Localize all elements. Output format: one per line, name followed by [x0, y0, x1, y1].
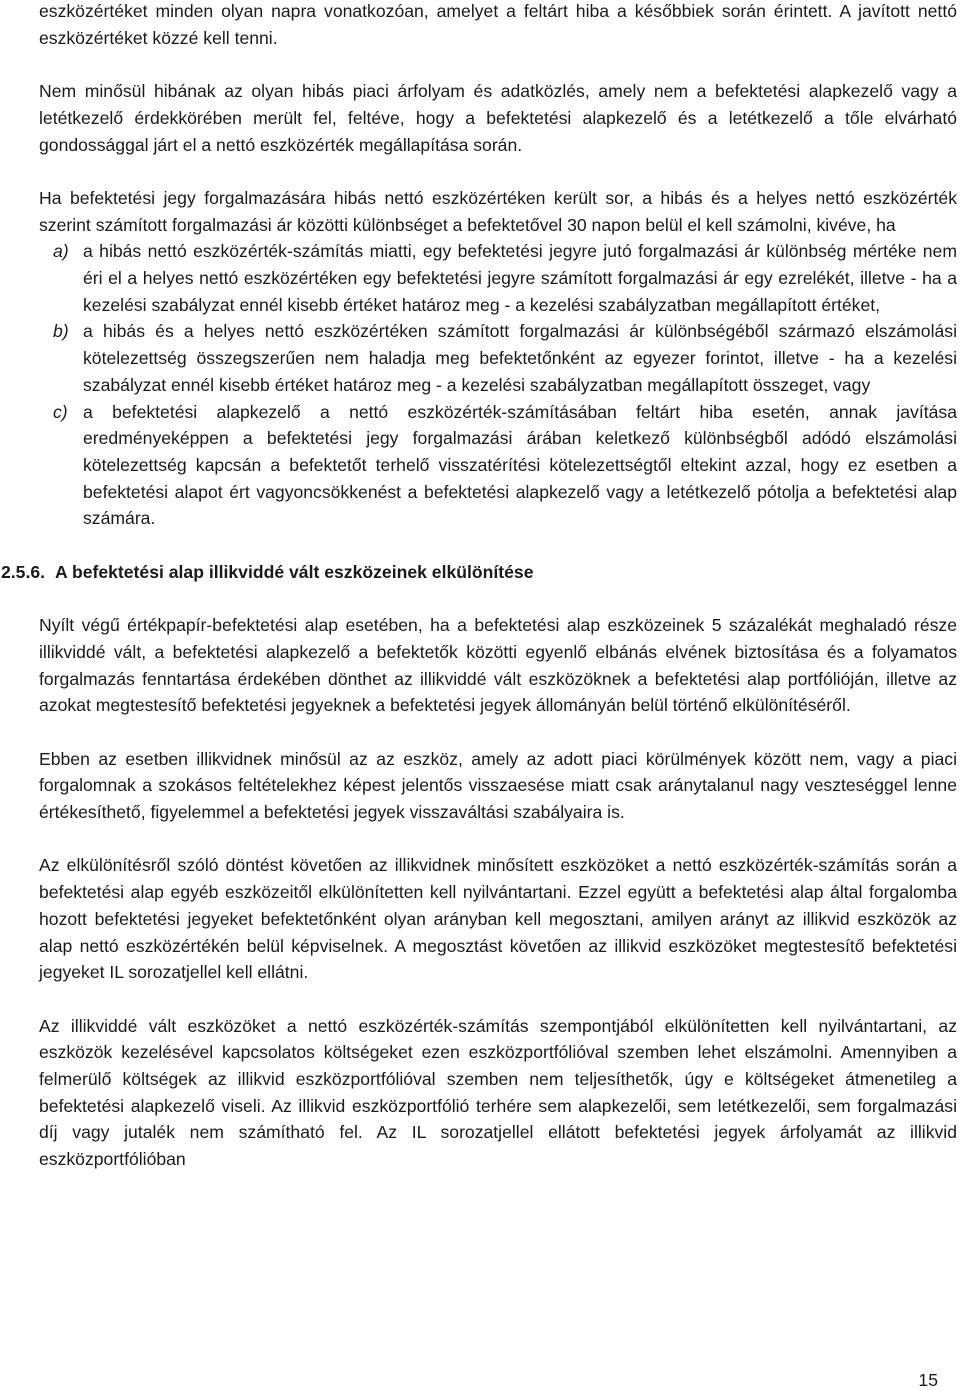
- paragraph-not-error: Nem minősül hibának az olyan hibás piaci árfolyam és adatközlés, amely nem a befektetési alapkezelő vagy a letétkezelő érdekkörében merült fel, feltéve, hogy a befektetési alapkezelő és a letétkezelő a tőle elvárható gondossággal járt el a nettó eszközérték megállapítása során.: [39, 81, 957, 155]
- list-item-c: [39, 399, 957, 533]
- paragraph-settlement: Ha befektetési jegy forgalmazására hibás nettó eszközértéken került sor, a hibás és a helyes nettó eszközérték szerint számított forgalmazási ár közötti különbséget a befektetővel 30 napon belül el kell számolni, kivéve, ha: [39, 187, 957, 235]
- spacer: [39, 986, 957, 1013]
- list-item-text: a hibás nettó eszközérték-számítás miatti, egy befektetési jegyre jutó forgalmazási ár különbség mértéke nem éri el a helyes nettó eszközértéken egy befektetési jegyre számított forgalmazási ár egy ezrelékét, illetve - ha a kezelési szabályzat ennél kisebb értéket határoz meg - a kezelési szabályzatban megállapított értéket,: [83, 241, 957, 315]
- paragraph-continuation: eszközértéket minden olyan napra vonatkozóan, amelyet a feltárt hiba a későbbiek során érintett. A javított nettó eszközértéket közzé kell tenni.: [39, 1, 957, 48]
- section-heading: [1, 559, 957, 586]
- page-number: 15: [918, 1370, 938, 1390]
- paragraph-illiquid-definition: Ebben az esetben illikvidnek minősül az az eszköz, amely az adott piaci körülmények között nem, vagy a piaci forgalomnak a szokásos feltételekhez képest jelentős visszaesése miatt csak aránytalanul nagy veszteséggel lenne értékesíthető, figyelemmel a befektetési jegyek visszaváltási szabályaira is.: [39, 748, 957, 822]
- list-item-a: [39, 238, 957, 318]
- list-item-text: a hibás és a helyes nettó eszközértéken számított forgalmazási ár különbségéből származó elszámolási kötelezettség összegszerűen nem haladja meg befektetőnként az egyezer forintot, illetve - ha a kezelési szabályzat ennél kisebb értéket határoz meg - a kezelési szabályzatban megállapított összeget, vagy: [83, 321, 957, 395]
- paragraph-costs: Az illikviddé vált eszközöket a nettó eszközérték-számítás szempontjából elkülönítetten kell nyilvántartani, az eszközök kezelésével kapcsolatos költségeket ezen eszközportfólióval szemben lehet elszámolni. Amennyiben a felmerülő költségek az illikvid eszközportfólióval szemben nem teljesíthetők, úgy e költségeket átmenetileg a befektetési alapkezelő viseli. Az illikvid eszközportfólió terhére sem alapkezelői, sem letétkezelői, sem forgalmazási díj vagy jutalék nem számítható fel. Az IL sorozatjellel ellátott befektetési jegyek árfolyamát az illikvid eszközportfólióban: [39, 1015, 957, 1170]
- exception-list: [39, 238, 957, 532]
- spacer: [39, 51, 957, 78]
- spacer: [39, 532, 957, 559]
- spacer: [39, 719, 957, 746]
- section-title: A befektetési alap illikviddé vált eszközeinek elkülönítése: [55, 561, 534, 582]
- list-marker: c): [53, 401, 68, 422]
- section-number: 2.5.6.: [1, 561, 46, 582]
- list-marker: b): [53, 321, 69, 342]
- paragraph-illiquid-segregation: Nyílt végű értékpapír-befektetési alap esetében, ha a befektetési alap eszközeinek 5 százalékát meghaladó része illikviddé vált, a befektetési alapkezelő a befektetők közötti egyenlő elbánás elvének biztosítása és a folyamatos forgalmazás fenntartása érdekében dönthet az illikviddé vált eszközöknek a befektetési alap portfólióján, illetve az azokat megtestesítő befektetési jegyeknek a befektetési jegyek állományán belül történő elkülönítéséről.: [39, 615, 957, 716]
- spacer: [39, 158, 957, 185]
- spacer: [39, 585, 957, 612]
- paragraph-separate-records: Az elkülönítésről szóló döntést követően az illikvidnek minősített eszközöket a nettó eszközérték-számítás során a befektetési alap egyéb eszközeitől elkülönítetten kell nyilvántartani. Ezzel együtt a befektetési alap által forgalomba hozott befektetési jegyeket befektetőnként olyan arányban kell megosztani, amilyen arányt az illikvid eszközök az alap nettó eszközértékén belül képviselnek. A megosztást követően az illikvid eszközöket megtestesítő befektetési jegyeket IL sorozatjellel kell ellátni.: [39, 855, 957, 983]
- list-marker: a): [53, 241, 69, 262]
- list-item-b: [39, 318, 957, 398]
- spacer: [39, 826, 957, 853]
- list-item-text: a befektetési alapkezelő a nettó eszközérték-számításában feltárt hiba esetén, annak javítása eredményeképpen a befektetési jegy forgalmazási árában keletkező különbségből adódó elszámolási kötelezettség kapcsán a befektetőt terhelő visszatérítési kötelezettségtől eltekint azzal, hogy ez esetben a befektetési alapot ért vagyoncsökkenést a befektetési alapkezelő vagy a letétkezelő pótolja a befektetési alap számára.: [83, 401, 957, 529]
- document-page: [1, 0, 957, 1173]
